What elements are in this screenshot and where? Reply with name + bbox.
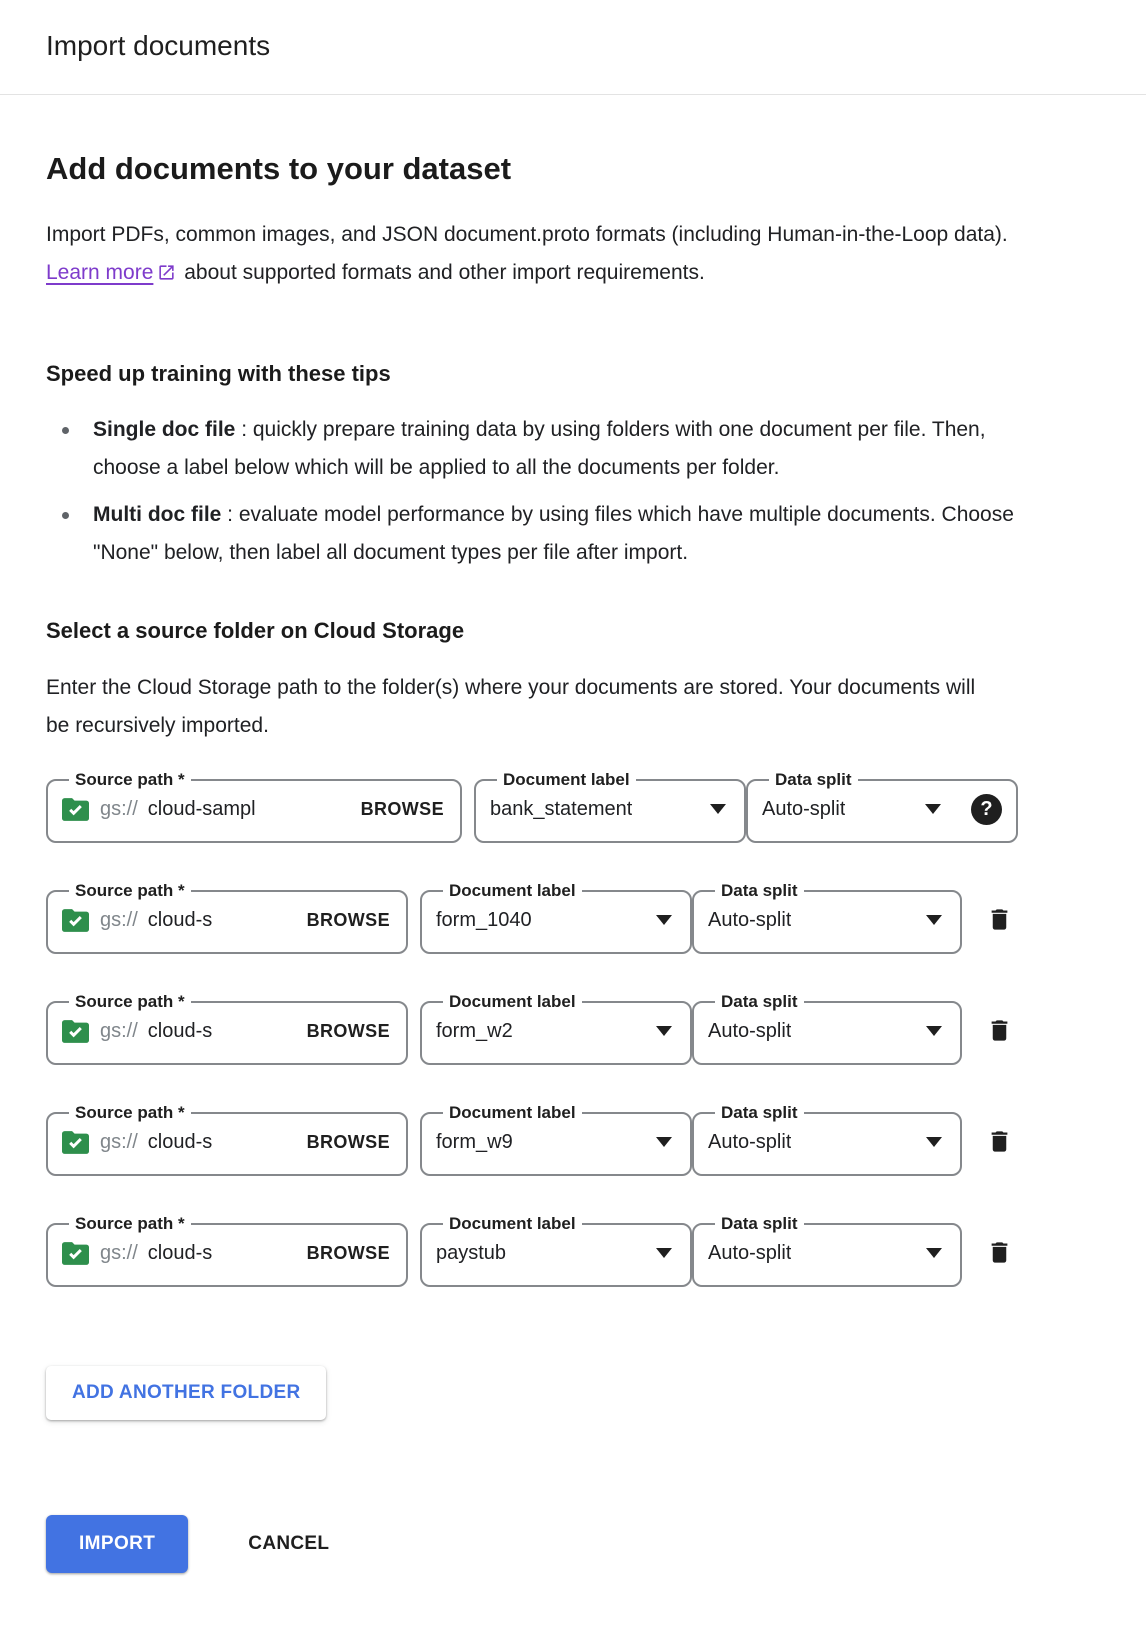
data-split-value: Auto-split [708,908,792,931]
document-label-field [420,1104,692,1176]
browse-button[interactable]: BROWSE [306,1020,390,1041]
chevron-down-icon [656,1137,672,1147]
delete-row-button[interactable] [986,906,1013,936]
data-split-select[interactable] [708,901,946,939]
dialog-body [0,151,1146,1573]
tips-heading: Speed up training with these tips [46,361,391,386]
data-split-select[interactable]: Auto-split [762,797,846,820]
source-section-heading: Select a source folder on Cloud Storage [46,618,465,643]
data-split-field [692,882,962,954]
browse-button[interactable]: BROWSE [306,1131,390,1152]
source-path-input[interactable]: cloud-s [147,908,213,931]
document-label-value: form_w9 [436,1130,513,1153]
delete-row-button[interactable] [986,1128,1013,1158]
document-label-label: Document label [449,1214,576,1233]
data-split-value: Auto-split [708,1019,792,1042]
data-split-select[interactable] [708,1123,946,1161]
gs-prefix: gs:// [100,1019,138,1042]
chevron-down-icon [926,915,942,925]
data-split-label: Data split [721,881,798,900]
data-split-label: Data split [775,770,852,789]
document-label-label: Document label [449,881,576,900]
tips-list [46,411,1080,572]
dialog-header [0,0,1146,95]
data-split-select[interactable] [708,1012,946,1050]
document-label-value: paystub [436,1241,507,1264]
trash-icon [986,1239,1013,1266]
folder-row-3 [46,993,1080,1065]
data-split-field [746,771,1018,843]
gs-prefix: gs:// [100,908,138,931]
delete-row-button[interactable] [986,1239,1013,1269]
document-label-field [420,1215,692,1287]
source-path-label: Source path * [75,881,185,900]
source-path-input[interactable]: cloud-s [147,1019,213,1042]
source-path-label: Source path * [75,992,185,1011]
document-label-select[interactable] [436,1123,676,1161]
document-label-label: Document label [449,992,576,1011]
import-button[interactable]: IMPORT [46,1515,188,1573]
intro-text-after: about supported formats and other import requirements. [178,261,705,284]
intro-text-before: Import PDFs, common images, and JSON document.proto formats (including Human-in-the-Loop data). [46,223,1008,246]
bullet-dot-icon [62,512,69,519]
document-label-select[interactable] [436,1234,676,1272]
chevron-down-icon [656,915,672,925]
external-link-icon [157,257,176,295]
help-icon[interactable]: ? [971,794,1002,825]
data-split-label: Data split [721,992,798,1011]
intro-paragraph [46,216,1034,295]
data-split-field [692,1104,962,1176]
chevron-down-icon [925,804,941,814]
source-path-label: Source path * [75,770,185,789]
browse-button[interactable]: BROWSE [360,798,444,819]
document-label-field [474,771,746,843]
folder-row-5 [46,1215,1080,1287]
tip-item-multi-doc [46,496,1046,572]
import-folders-form [46,771,1080,1287]
tip-item-single-doc [46,411,1046,487]
chevron-down-icon [926,1026,942,1036]
folder-row-1 [46,771,1080,843]
delete-row-button[interactable] [986,1017,1013,1047]
chevron-down-icon [926,1248,942,1258]
source-path-input[interactable]: cloud-s [147,1130,213,1153]
folder-check-icon [62,798,89,821]
browse-button[interactable]: BROWSE [306,1242,390,1263]
folder-row-2 [46,882,1080,954]
source-section-description: Enter the Cloud Storage path to the folder(s) where your documents are stored. Your documents will be recursively imported. [46,676,976,737]
bullet-dot-icon [62,427,69,434]
document-label-value: form_1040 [436,908,532,931]
document-label-select[interactable] [436,1012,676,1050]
source-path-field [46,993,408,1065]
chevron-down-icon [656,1026,672,1036]
source-path-input[interactable]: cloud-sampl [147,797,256,820]
learn-more-link[interactable]: Learn more [46,261,154,284]
document-label-field [420,882,692,954]
source-path-field [46,1104,408,1176]
page-title: Add documents to your dataset [46,151,512,186]
chevron-down-icon [710,804,726,814]
data-split-value: Auto-split [708,1241,792,1264]
document-label-select[interactable] [436,901,676,939]
document-label-value: bank_statement [490,797,633,820]
chevron-down-icon [656,1248,672,1258]
document-label-select[interactable] [490,790,730,828]
add-another-folder-button[interactable]: ADD ANOTHER FOLDER [46,1366,326,1420]
gs-prefix: gs:// [100,797,138,820]
chevron-down-icon [926,1137,942,1147]
source-path-field [46,1215,408,1287]
dialog-actions [46,1515,1080,1573]
tip-bold-label: Multi doc file [93,503,222,526]
data-split-select[interactable] [708,1234,946,1272]
data-split-label: Data split [721,1103,798,1122]
source-path-field [46,882,408,954]
document-label-field [420,993,692,1065]
source-path-input[interactable]: cloud-s [147,1241,213,1264]
trash-icon [986,906,1013,933]
data-split-field [692,1215,962,1287]
folder-check-icon [62,909,89,932]
dialog-title: Import documents [46,30,271,61]
data-split-field [692,993,962,1065]
folder-check-icon [62,1242,89,1265]
data-split-label: Data split [721,1214,798,1233]
source-path-label: Source path * [75,1214,185,1233]
document-label-label: Document label [449,1103,576,1122]
source-path-label: Source path * [75,1103,185,1122]
browse-button[interactable]: BROWSE [306,909,390,930]
trash-icon [986,1128,1013,1155]
document-label-value: form_w2 [436,1019,513,1042]
source-path-field [46,771,462,843]
tip-text: : quickly prepare training data by using folders with one document per file. Then, choose a label below which will be applied to all the documents per folder. [93,418,986,479]
folder-row-4 [46,1104,1080,1176]
tip-bold-label: Single doc file [93,418,236,441]
cancel-button[interactable]: CANCEL [236,1523,341,1565]
trash-icon [986,1017,1013,1044]
folder-check-icon [62,1020,89,1043]
gs-prefix: gs:// [100,1241,138,1264]
tip-text: : evaluate model performance by using files which have multiple documents. Choose "None" below, then label all document types per file after import. [93,503,1014,564]
document-label-label: Document label [503,770,630,789]
gs-prefix: gs:// [100,1130,138,1153]
data-split-value: Auto-split [708,1130,792,1153]
folder-check-icon [62,1131,89,1154]
